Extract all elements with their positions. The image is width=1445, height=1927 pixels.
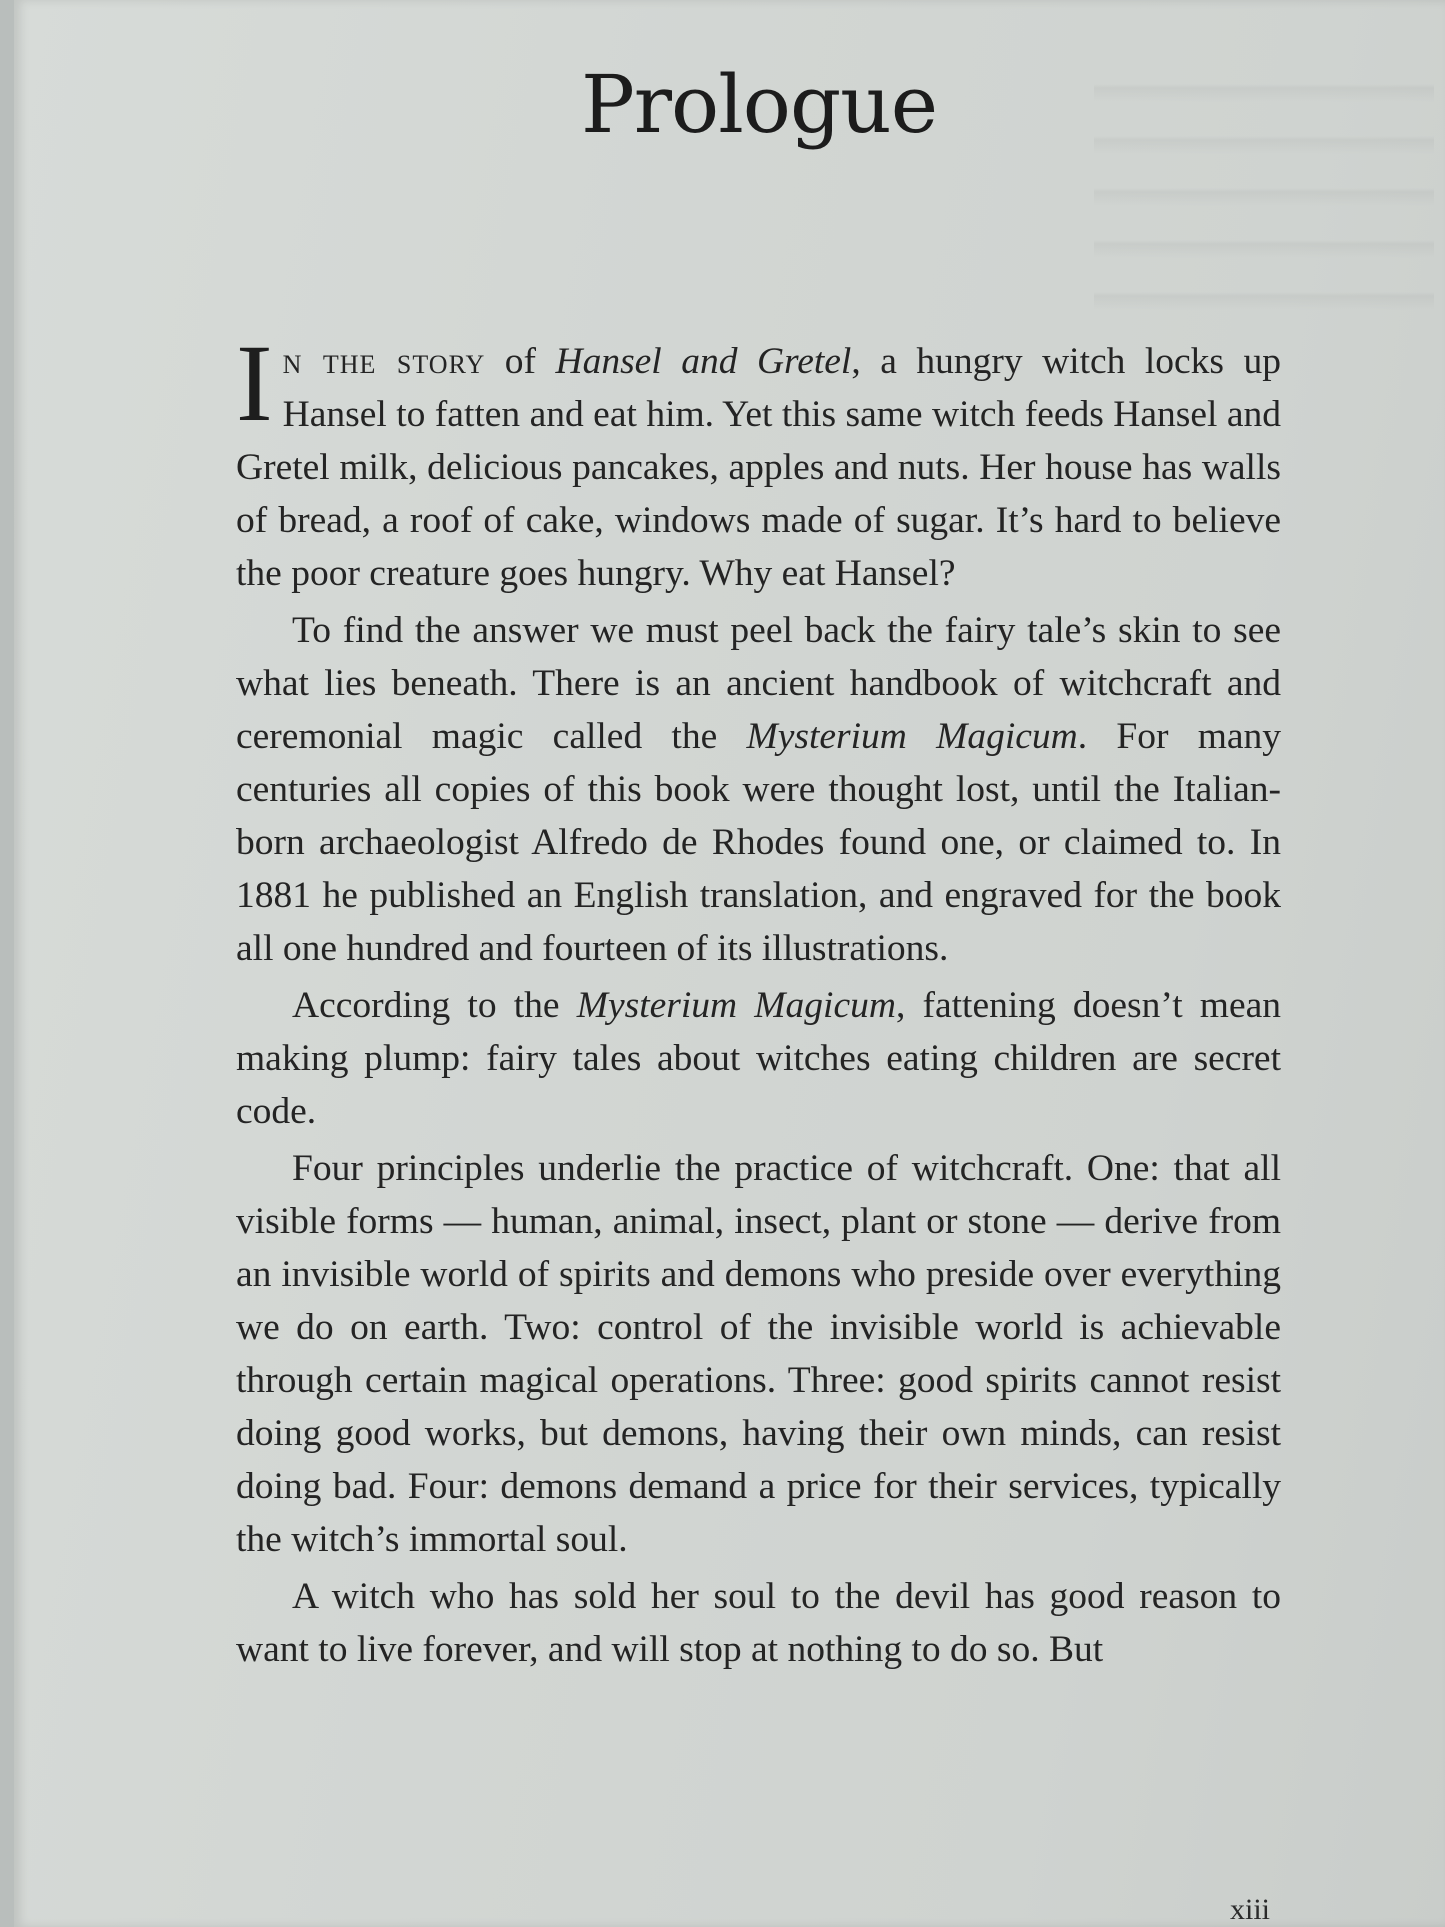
paragraph-2-text-a: To find the answer we must peel back the fairy tale’s skin to see what lies beneath. There is an ancient handbook of witchcraft and ceremonial magic called the — [236, 610, 1281, 757]
paragraph-1-text-a: of — [485, 341, 556, 382]
paragraph-3 — [236, 979, 1281, 1138]
paragraph-2 — [236, 604, 1281, 975]
book-title-mysterium-magicum-2: Mysterium Magicum — [576, 985, 896, 1026]
paragraph-2-text-b: . For many centuries all copies of this book were thought lost, until the Italian-born archaeologist Alfredo de Rhodes found one, or claimed to. In 1881 he published an English translation, and engraved for the book all one hundred and fourteen of its illustrations. — [236, 716, 1282, 969]
chapter-title: Prologue — [580, 58, 938, 151]
drop-cap: I — [236, 322, 273, 444]
book-title-mysterium-magicum: Mysterium Magicum — [746, 716, 1078, 757]
page-number: xiii — [1229, 1893, 1270, 1926]
paragraph-3-text-a: According to the — [292, 985, 577, 1026]
paragraph-1 — [236, 322, 1282, 600]
paragraph-1-text-b: , a hungry witch locks up Hansel to fatten and eat him. Yet this same witch feeds Hansel and Gretel milk, delicious pancakes, apples and nuts. Her house has walls of bread, a roof of cake, windows made of sugar. It’s hard to believe the poor creature goes hungry. Why eat Hansel? — [236, 341, 1282, 594]
book-title-hansel-and-gretel: Hansel and Gretel — [555, 341, 852, 382]
chapter-body — [236, 322, 1282, 1680]
small-caps-lead: n the story — [282, 341, 486, 382]
paragraph-5: A witch who has sold her soul to the devil has good reason to want to live forever, and will stop at nothing to do so. But — [236, 1576, 1281, 1670]
paragraph-4: Four principles underlie the practice of witchcraft. One: that all visible forms — human, animal, insect, plant or stone — derive from an invisible world of spirits and demons who preside over everything we do on earth. Two: control of the invisible world is achievable through certain magical operations. Three: good spirits cannot resist doing good works, but demons, having their own minds, can resist doing bad. Four: demons demand a price for their services, typically the witch’s immortal soul. — [236, 1148, 1281, 1560]
paragraph-3-text-b: , fattening doesn’t mean making plump: fairy tales about witches eating children are secret code. — [236, 985, 1282, 1132]
book-page — [14, 0, 1445, 1927]
